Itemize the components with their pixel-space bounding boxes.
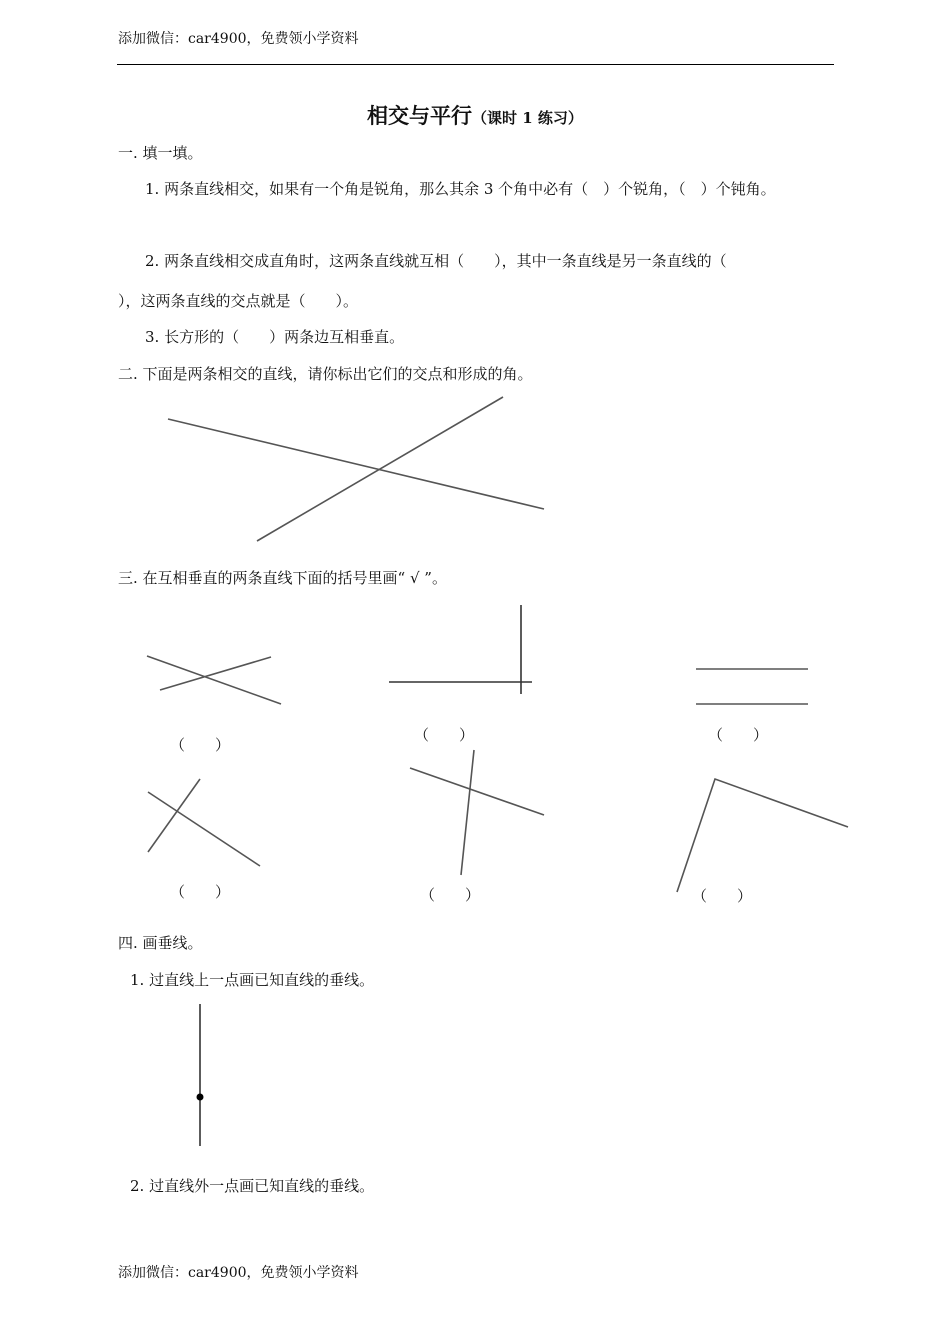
section2-heading: 二. 下面是两条相交的直线，请你标出它们的交点和形成的角。: [118, 365, 533, 383]
figure-2-perpendicular-lines: [389, 605, 532, 694]
section4-q1: 1. 过直线上一点画已知直线的垂线。: [130, 971, 375, 989]
title-sub: （课时 1 练习）: [472, 109, 583, 127]
answer-paren-1: （ ）: [170, 736, 231, 754]
footer-text: 添加微信：car4900，免费领小学资料: [118, 1265, 359, 1281]
section1-q3: 3. 长方形的（ ）两条边互相垂直。: [145, 328, 405, 346]
section2-line-a: [168, 419, 544, 509]
section3-heading: 三. 在互相垂直的两条直线下面的括号里画“ √ ”。: [118, 569, 447, 587]
answer-paren-6: （ ）: [692, 887, 753, 905]
header-text: 添加微信：car4900，免费领小学资料: [118, 31, 359, 47]
figure-4-crossing-lines: [148, 779, 260, 866]
answer-paren-3: （ ）: [708, 726, 769, 744]
section1-q2-line2: ），这两条直线的交点就是（ ）。: [118, 292, 359, 310]
title-main: 相交与平行: [367, 103, 473, 128]
section1-q2-line1: 2. 两条直线相交成直角时，这两条直线就互相（ ），其中一条直线是另一条直线的（: [145, 252, 727, 270]
figure-5-crossing-lines: [410, 750, 544, 875]
figure-1-crossing-lines: [147, 656, 281, 704]
section4-point: [197, 1094, 204, 1101]
answer-paren-5: （ ）: [420, 886, 481, 904]
section4-heading: 四. 画垂线。: [118, 934, 203, 952]
section4-q2: 2. 过直线外一点画已知直线的垂线。: [130, 1177, 375, 1195]
figure-3-parallel-lines: [696, 669, 808, 704]
section1-heading: 一. 填一填。: [118, 144, 203, 162]
figure-6-angle: [677, 779, 848, 892]
answer-paren-4: （ ）: [170, 883, 231, 901]
section2-intersecting-lines: [168, 397, 544, 541]
answer-paren-2: （ ）: [414, 726, 475, 744]
section1-q1: 1. 两条直线相交，如果有一个角是锐角，那么其余 3 个角中必有（ ）个锐角，（ ）个钝角。: [145, 180, 776, 198]
section2-line-b: [257, 397, 503, 541]
